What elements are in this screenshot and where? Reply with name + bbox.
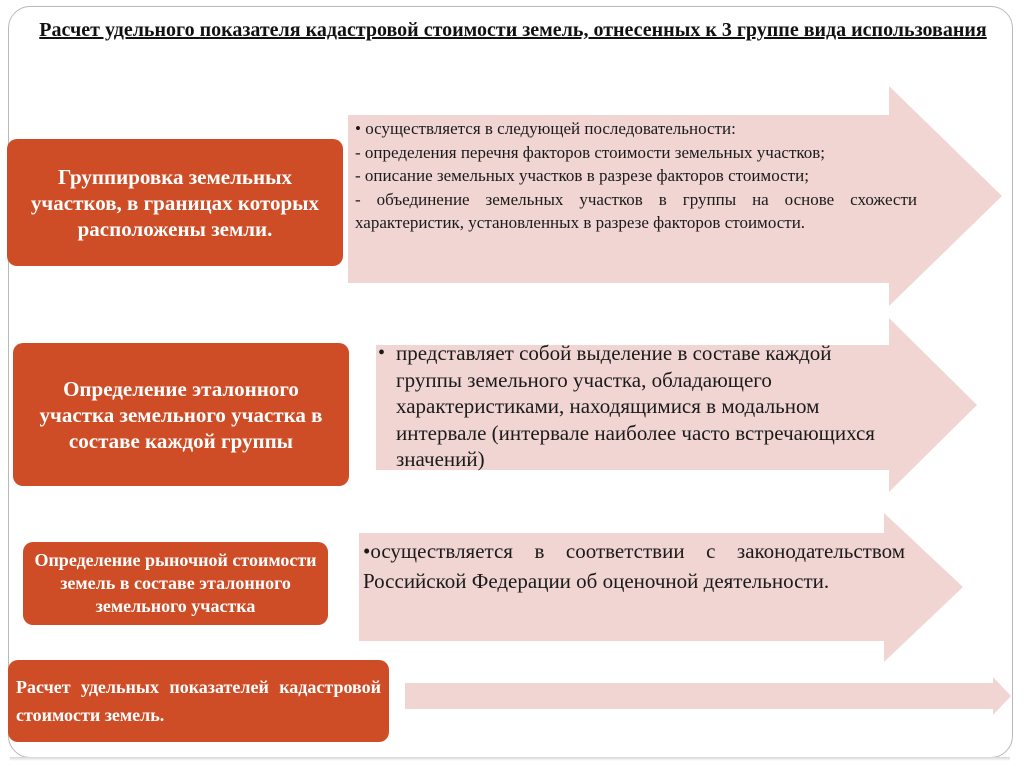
step-2-box [13,343,349,486]
step-3-label: Определение рыночной стоимости земель в составе эталонного земельного участка [34,550,317,616]
step-3-box [23,542,328,625]
step-1-box [7,139,343,266]
step-3-description: •осуществляется в соответствии с законодательством Российской Федерации об оценочной деятельности. [363,539,905,593]
arrow-step-4 [405,677,1011,715]
step-1-label: Группировка земельных участков, в границах которых расположены земли. [30,164,320,241]
slide-title: Расчет удельного показателя кадастровой стоимости земель, отнесенных к 3 группе вида использования [39,19,987,41]
step-2-label: Определение эталонного участка земельного участка в составе каждой группы [39,376,323,453]
step-2-description: представляет собой выделение в составе каждой группы земельного участка, обладающего характеристиками, находящимися в модальном интервале (интервале наиболее часто встречающихся значений) [396,341,875,471]
step-1-description: • осуществляется в следующей последовательности: - определения перечня факторов стоимости земельных участков; - описание земельных участков в разрезе факторов стоимости; - объединение земельных участков в группы на основе схожести характеристик, установленных в разрезе факторов стоимости. [355,119,917,232]
step-4-box [8,660,389,742]
step-2-bullet: • [378,342,386,364]
step-4-label: Расчет удельных показателей кадастровой стоимости земель. [16,677,381,725]
